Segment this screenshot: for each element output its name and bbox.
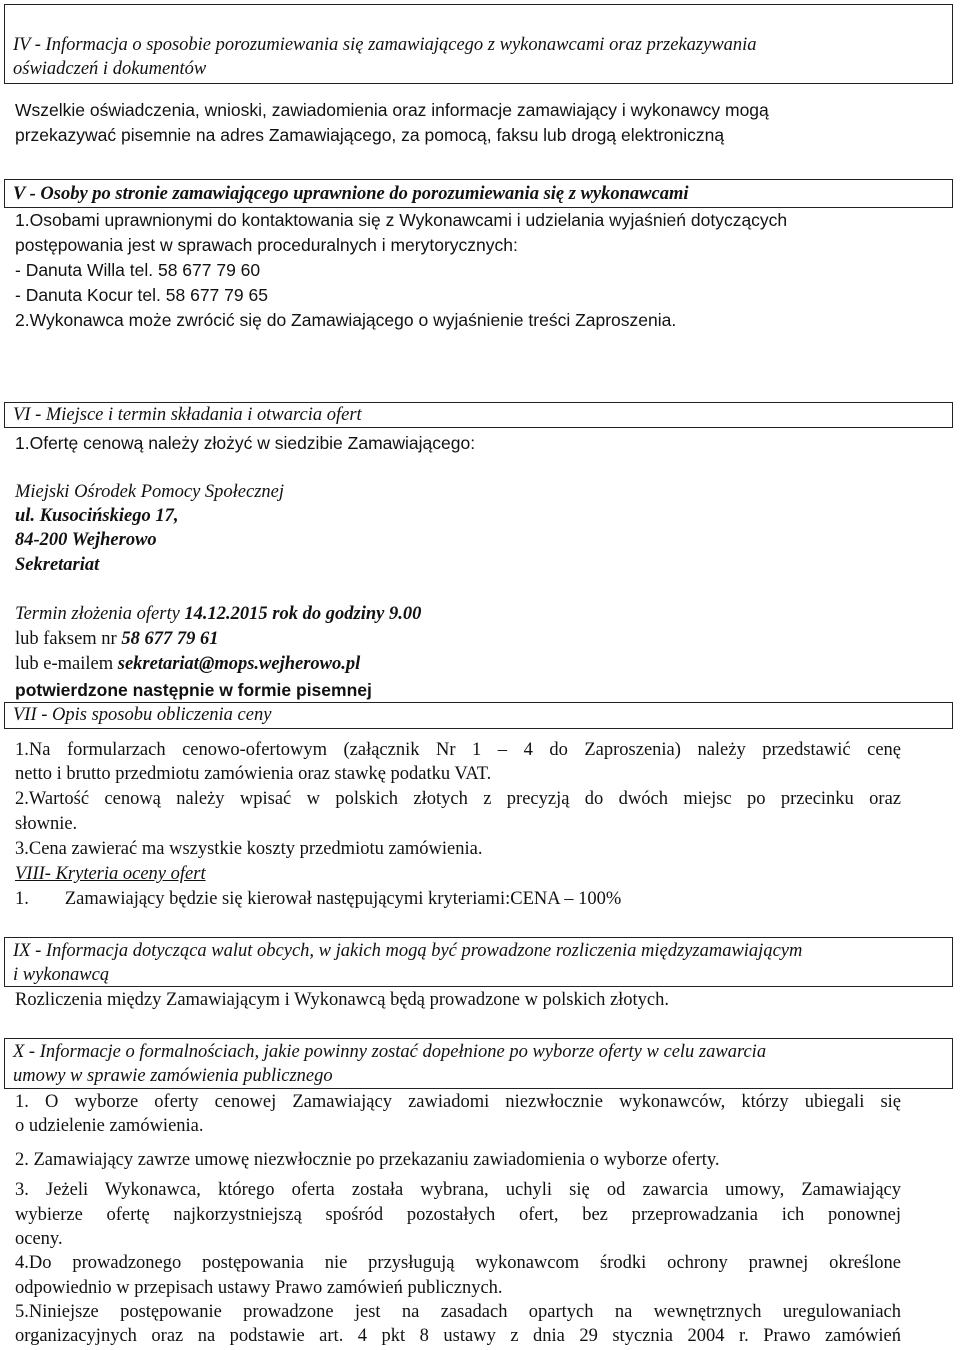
section-vii-paragraph1-line2: netto i brutto przedmiotu zamówienia oraz stawkę podatku VAT. [15, 764, 492, 784]
section-iv-header [4, 4, 953, 84]
section-vi-header [4, 402, 953, 428]
section-x-item5-line2: organizacyjnych oraz na podstawie art. 4 pkt 8 ustawy z dnia 29 stycznia 2004 r. Prawo zamówień [15, 1326, 901, 1346]
section-v-paragraph1-line2: postępowania jest w sprawach proceduralnych i merytorycznych: [15, 235, 518, 255]
section-vi-paragraph1: 1.Ofertę cenową należy złożyć w siedzibie Zamawiającego: [15, 433, 476, 453]
email-address: sekretariat@mops.wejherowo.pl [117, 654, 361, 674]
section-x-item4-line2: odpowiednio w przepisach ustawy Prawo zamówień publicznych. [15, 1278, 503, 1298]
section-vii-header [4, 702, 953, 729]
section-v-header [4, 179, 953, 208]
section-v-paragraph2: 2.Wykonawca może zwrócić się do Zamawiającego o wyjaśnienie treści Zaproszenia. [15, 310, 677, 330]
section-iv-paragraph-line1: Wszelkie oświadczenia, wnioski, zawiadomienia oraz informacje zamawiający i wykonawcy mogą [15, 100, 769, 120]
section-x-item1-line1: 1. O wyborze oferty cenowej Zamawiający zawiadomi niezwłocznie wykonawców, którzy ubiegali się [15, 1092, 901, 1112]
email-label: lub e-mailem [15, 654, 118, 674]
fax-number: 58 677 79 61 [121, 629, 219, 649]
section-x-item3-line3: oceny. [15, 1229, 63, 1249]
address-line-4: Sekretariat [15, 555, 100, 575]
section-vii-paragraph1-line1: 1.Na formularzach cenowo-ofertowym (załącznik Nr 1 – 4 do Zaproszenia) należy przedstawić cenę [15, 740, 901, 760]
section-ix-header [4, 937, 953, 987]
section-x-item3-line1: 3. Jeżeli Wykonawca, którego oferta została wybrana, uchyli się od zawarcia umowy, Zamawiający [15, 1180, 901, 1200]
section-x-header [4, 1038, 953, 1089]
section-vii-paragraph2-line2: słownie. [15, 814, 78, 834]
section-x-item3-line2: wybierze ofertę najkorzystniejszą spośród pozostałych ofert, bez przeprowadzania ich ponownej [15, 1205, 901, 1225]
section-viii-item1-text: Zamawiający będzie się kierował następującymi kryteriami:CENA – 100% [64, 889, 622, 909]
address-line-2: ul. Kusocińskiego 17, [15, 506, 179, 526]
confirmation-note: potwierdzone następnie w formie pisemnej [15, 680, 372, 700]
section-ix-title-line1: IX - Informacja dotycząca walut obcych, w jakich mogą być prowadzone rozliczenia międzyzamawiającym [13, 941, 803, 961]
fax-line [15, 627, 218, 651]
deadline [15, 602, 421, 626]
section-vii-title: VII - Opis sposobu obliczenia ceny [13, 705, 272, 725]
contact-person-2: - Danuta Kocur tel. 58 677 79 65 [15, 285, 268, 305]
email-line [15, 652, 360, 676]
deadline-value: 14.12.2015 rok do godziny 9.00 [184, 604, 422, 624]
section-x-item2: 2. Zamawiający zawrze umowę niezwłocznie po przekazaniu zawiadomienia o wyborze oferty. [15, 1150, 720, 1170]
section-iv-title-line1: IV - Informacja o sposobie porozumiewania się zamawiającego z wykonawcami oraz przekazywania [13, 35, 757, 55]
deadline-label: Termin złożenia oferty [15, 604, 185, 624]
section-x-title-line2: umowy w sprawie zamówienia publicznego [13, 1066, 333, 1086]
section-iv-title-line2: oświadczeń i dokumentów [13, 59, 207, 79]
section-ix-title-line2: i wykonawcą [13, 965, 110, 985]
section-v-title: V - Osoby po stronie zamawiającego uprawnione do porozumiewania się z wykonawcami [13, 184, 689, 204]
section-x-title-line1: X - Informacje o formalnościach, jakie powinny zostać dopełnione po wyborze oferty w celu zawarcia [13, 1042, 767, 1062]
section-x-item1-line2: o udzielenie zamówienia. [15, 1116, 204, 1136]
contact-person-1: - Danuta Willa tel. 58 677 79 60 [15, 260, 261, 280]
section-x-item4-line1: 4.Do prowadzonego postępowania nie przysługują wykonawcom środki ochrony prawnej określone [15, 1253, 901, 1273]
section-iv-paragraph-line2: przekazywać pisemnie na adres Zamawiającego, za pomocą, faksu lub drogą elektroniczną [15, 125, 725, 145]
section-x-item5-line1: 5.Niniejsze postępowanie prowadzone jest na zasadach opartych na wewnętrznych uregulowaniach [15, 1302, 901, 1322]
section-vii-paragraph3: 3.Cena zawierać ma wszystkie koszty przedmiotu zamówienia. [15, 839, 483, 859]
address-line-3: 84-200 Wejherowo [15, 530, 157, 550]
section-viii-item1-number: 1. [15, 889, 29, 909]
fax-label: lub faksem nr [15, 629, 122, 649]
section-vi-title: VI - Miejsce i termin składania i otwarcia ofert [13, 405, 362, 425]
section-viii-title: VIII- Kryteria oceny ofert [15, 864, 206, 884]
section-viii-item1 [15, 887, 621, 911]
address-line-1: Miejski Ośrodek Pomocy Społecznej [15, 482, 285, 502]
section-v-paragraph1-line1: 1.Osobami uprawnionymi do kontaktowania się z Wykonawcami i udzielania wyjaśnień dotyczących [15, 210, 788, 230]
section-ix-paragraph: Rozliczenia między Zamawiającym i Wykonawcą będą prowadzone w polskich złotych. [15, 990, 670, 1010]
section-vii-paragraph2-line1: 2.Wartość cenową należy wpisać w polskich złotych z precyzją do dwóch miejsc po przecinku oraz [15, 789, 901, 809]
